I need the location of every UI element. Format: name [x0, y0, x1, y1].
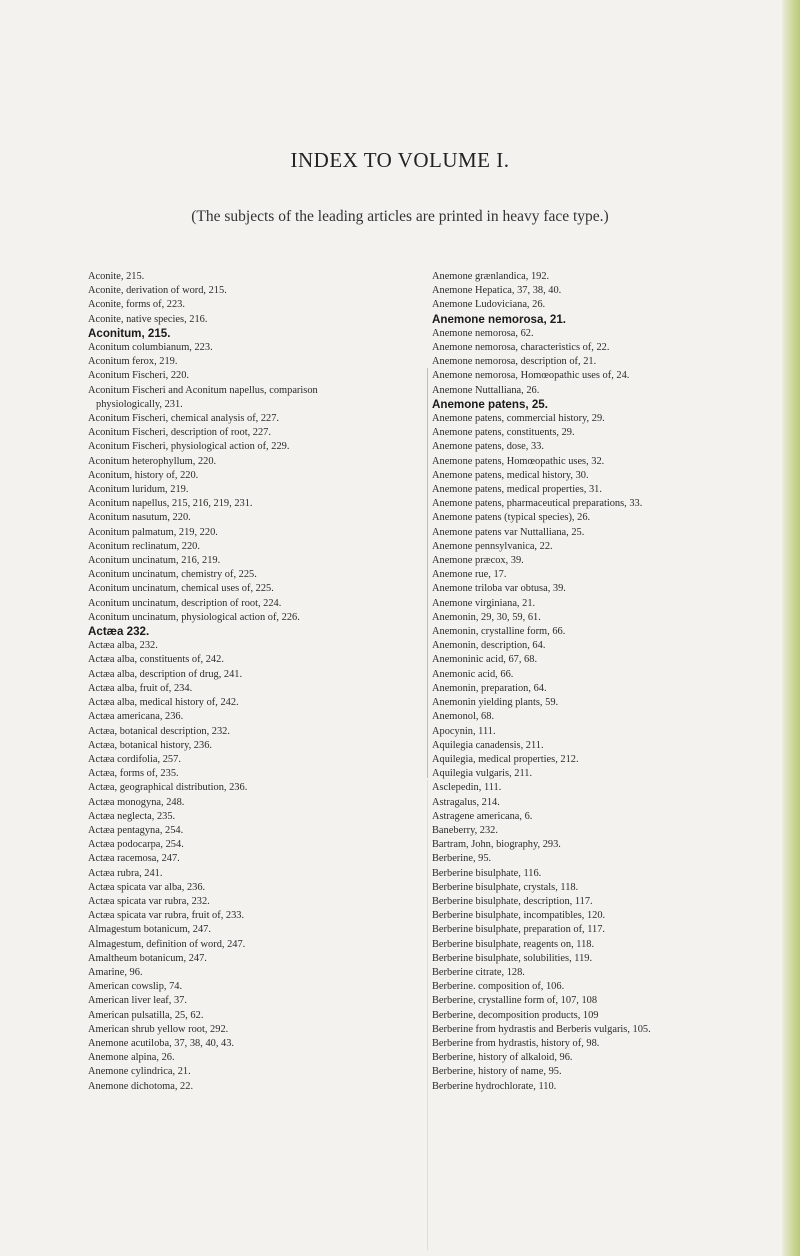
index-entry: Berberine, history of alkaloid, 96.: [432, 1052, 573, 1064]
index-entry: Anemone nemorosa, 62.: [432, 327, 534, 339]
index-entry: Amaltheum botanicum, 247.: [88, 952, 207, 964]
page-subtitle: (The subjects of the leading articles are printed in heavy face type.): [191, 208, 609, 225]
index-entry: Berberine bisulphate, solubilities, 119.: [432, 952, 593, 964]
index-entry: Actæa alba, fruit of, 234.: [88, 682, 193, 694]
index-entry: American pulsatilla, 25, 62.: [88, 1009, 204, 1021]
index-entry: Anemone rue, 17.: [432, 569, 507, 581]
index-entry: Asclepedin, 111.: [432, 782, 502, 794]
index-entry: Anemonin, 29, 30, 59, 61.: [432, 611, 541, 623]
column-divider-lower: [427, 780, 428, 1250]
index-entry: Aconitum napellus, 215, 216, 219, 231.: [88, 498, 253, 510]
index-entry: Anemone acutiloba, 37, 38, 40, 43.: [88, 1037, 235, 1049]
index-entry: Actæa alba, medical history of, 242.: [88, 697, 239, 709]
index-entry: Anemone Hepatica, 37, 38, 40.: [432, 285, 562, 297]
index-entry: Aconitum reclinatum, 220.: [88, 540, 200, 552]
index-entry: Actæa, botanical history, 236.: [88, 739, 212, 751]
index-entry: Actæa racemosa, 247.: [88, 853, 180, 865]
index-entry: Actæa spicata var alba, 236.: [88, 881, 206, 893]
index-entry: Berberine bisulphate, 116.: [432, 867, 542, 879]
index-entry: Actæa americana, 236.: [88, 711, 184, 723]
index-entry: Aconite, native species, 216.: [88, 313, 208, 325]
index-entry: Baneberry, 232.: [432, 824, 498, 836]
index-entry: Berberine citrate, 128.: [432, 966, 525, 978]
index-entry: Anemone patens, constituents, 29.: [432, 427, 575, 439]
index-entry: Aconitum uncinatum, physiological action of, 226.: [88, 611, 300, 623]
index-entry: Anemone patens, medical properties, 31.: [432, 484, 602, 496]
index-entry: Apocynin, 111.: [432, 725, 496, 737]
index-entry: Anemonin yielding plants, 59.: [432, 697, 559, 709]
index-entry: Anemonol, 68.: [432, 711, 495, 723]
index-entry: Anemone virginiana, 21.: [432, 597, 536, 609]
index-entry: Berberine bisulphate, crystals, 118.: [432, 881, 579, 893]
index-entry: Berberine bisulphate, incompatibles, 120.: [432, 910, 606, 922]
index-heading-entry: Anemone patens, 25.: [432, 397, 548, 411]
index-entry: Actæa monogyna, 248.: [88, 796, 185, 808]
index-entry: Anemone cylindrica, 21.: [88, 1066, 191, 1078]
index-entry: Aquilegia vulgaris, 211.: [432, 768, 533, 780]
index-entry: Aconitum uncinatum, chemical uses of, 225.: [88, 583, 274, 595]
page-edge-discoloration: [782, 0, 800, 1256]
index-entry: Aconitum luridum, 219.: [88, 484, 189, 496]
index-entry: Berberine bisulphate, preparation of, 117.: [432, 924, 606, 936]
index-entry: Anemone alpina, 26.: [88, 1052, 175, 1064]
index-entry: Anemone præcox, 39.: [432, 555, 524, 567]
index-entry: Aconitum uncinatum, description of root, 224.: [88, 597, 282, 609]
index-entry: Aconite, derivation of word, 215.: [88, 285, 227, 297]
index-entry: Anemonic acid, 66.: [432, 668, 514, 680]
index-entry: Anemone nemorosa, Homœopathic uses of, 24.: [432, 370, 630, 382]
index-entry: Aquilegia canadensis, 211.: [432, 739, 544, 751]
index-entry: Almagestum botanicum, 247.: [88, 924, 211, 936]
index-entry: Aconitum nasutum, 220.: [88, 512, 191, 524]
index-entry: Berberine, 95.: [432, 853, 492, 865]
index-entry: Actæa spicata var rubra, fruit of, 233.: [88, 910, 245, 922]
index-entry: Anemone nemorosa, characteristics of, 22.: [432, 342, 610, 354]
index-entry: Anemone dichotoma, 22.: [88, 1080, 194, 1092]
index-entry: Actæa, forms of, 235.: [88, 768, 179, 780]
index-entry: Berberine from hydrastis, history of, 98.: [432, 1037, 600, 1049]
index-entry: Aconitum ferox, 219.: [88, 356, 178, 368]
index-entry: Aconitum Fischeri and Aconitum napellus, comparison: [88, 384, 318, 396]
index-entry: Anemone patens, commercial history, 29.: [432, 413, 605, 425]
index-entry: Actæa alba, 232.: [88, 640, 158, 652]
index-entry: Berberine hydrochlorate, 110.: [432, 1080, 557, 1092]
index-entry: Actæa, botanical description, 232.: [88, 725, 230, 737]
index-entry: physiologically, 231.: [96, 398, 183, 410]
index-heading-entry: Actæa 232.: [88, 625, 150, 639]
index-entry: Aconite, 215.: [88, 271, 145, 282]
index-entry: Anemonin, crystalline form, 66.: [432, 626, 566, 638]
index-entry: Anemonin, description, 64.: [432, 640, 546, 652]
index-entry: Berberine from hydrastis and Berberis vulgaris, 105.: [432, 1023, 651, 1035]
index-entry: Berberine, crystalline form of, 107, 108: [432, 995, 598, 1007]
index-entry: Actæa neglecta, 235.: [88, 810, 176, 822]
index-entry: Anemone grænlandica, 192.: [432, 271, 550, 282]
index-entry: Berberine bisulphate, reagents on, 118.: [432, 938, 595, 950]
index-entry: Aconitum palmatum, 219, 220.: [88, 526, 218, 538]
index-entry: Anemone patens, medical history, 30.: [432, 469, 589, 481]
index-entry: Actæa spicata var rubra, 232.: [88, 895, 210, 907]
index-entry: Aconitum uncinatum, chemistry of, 225.: [88, 569, 257, 581]
index-entry: Anemoninic acid, 67, 68.: [432, 654, 538, 666]
index-entry: Berberine, decomposition products, 109: [432, 1009, 599, 1021]
index-entry: Anemone patens, dose, 33.: [432, 441, 544, 453]
index-entry: Anemone patens, Homœopathic uses, 32.: [432, 455, 605, 467]
index-column-right: [432, 270, 777, 1094]
index-entry: Aconitum columbianum, 223.: [88, 342, 213, 354]
index-entry: Actæa rubra, 241.: [88, 867, 163, 879]
index-entry: Anemone Nuttalliana, 26.: [432, 384, 540, 396]
index-entry: Aconitum Fischeri, physiological action of, 229.: [88, 441, 290, 453]
index-entry: Aconitum uncinatum, 216, 219.: [88, 555, 221, 567]
index-heading-entry: Anemone nemorosa, 21.: [432, 312, 567, 326]
index-entry: Anemone nemorosa, description of, 21.: [432, 356, 597, 368]
index-entry: Berberine, history of name, 95.: [432, 1066, 562, 1078]
index-entry: American liver leaf, 37.: [88, 995, 187, 1007]
index-entry: Aconitum Fischeri, chemical analysis of, 227.: [88, 413, 280, 425]
index-entry: Anemone triloba var obtusa, 39.: [432, 583, 566, 595]
index-entry: Actæa, geographical distribution, 236.: [88, 782, 248, 794]
index-entry: Anemone patens, pharmaceutical preparations, 33.: [432, 498, 643, 510]
index-entry: Anemone patens (typical species), 26.: [432, 512, 591, 524]
index-entry: Actæa alba, constituents of, 242.: [88, 654, 224, 666]
index-entry: American shrub yellow root, 292.: [88, 1023, 229, 1035]
index-entry: Aconite, forms of, 223.: [88, 299, 185, 311]
index-entry: Bartram, John, biography, 293.: [432, 839, 561, 851]
index-entry: Actæa podocarpa, 254.: [88, 839, 184, 851]
index-entry: Anemone patens var Nuttalliana, 25.: [432, 526, 585, 538]
index-entry: Anemone pennsylvanica, 22.: [432, 540, 553, 552]
index-heading-entry: Aconitum, 215.: [88, 326, 171, 340]
index-column-left: [88, 270, 423, 1094]
index-entry: American cowslip, 74.: [88, 981, 183, 993]
index-entry: Anemone Ludoviciana, 26.: [432, 299, 546, 311]
index-entry: Actæa alba, description of drug, 241.: [88, 668, 243, 680]
index-entry: Berberine bisulphate, description, 117.: [432, 895, 593, 907]
index-entry: Aconitum Fischeri, 220.: [88, 370, 190, 382]
page-title: INDEX TO VOLUME I.: [290, 148, 510, 172]
index-entry: Aconitum Fischeri, description of root, 227.: [88, 427, 271, 439]
index-entry: Aconitum, history of, 220.: [88, 469, 199, 481]
index-entry: Aconitum heterophyllum, 220.: [88, 455, 217, 467]
index-entry: Actæa cordifolia, 257.: [88, 753, 181, 765]
index-entry: Astragalus, 214.: [432, 796, 500, 808]
index-entry: Anemonin, preparation, 64.: [432, 682, 547, 694]
column-divider: [427, 368, 428, 778]
index-entry: Berberine. composition of, 106.: [432, 981, 565, 993]
index-entry: Amarine, 96.: [88, 966, 143, 978]
index-entry: Aquilegia, medical properties, 212.: [432, 753, 579, 765]
index-entry: Almagestum, definition of word, 247.: [88, 938, 246, 950]
index-entry: Actæa pentagyna, 254.: [88, 824, 184, 836]
index-entry: Astragene americana, 6.: [432, 810, 533, 822]
